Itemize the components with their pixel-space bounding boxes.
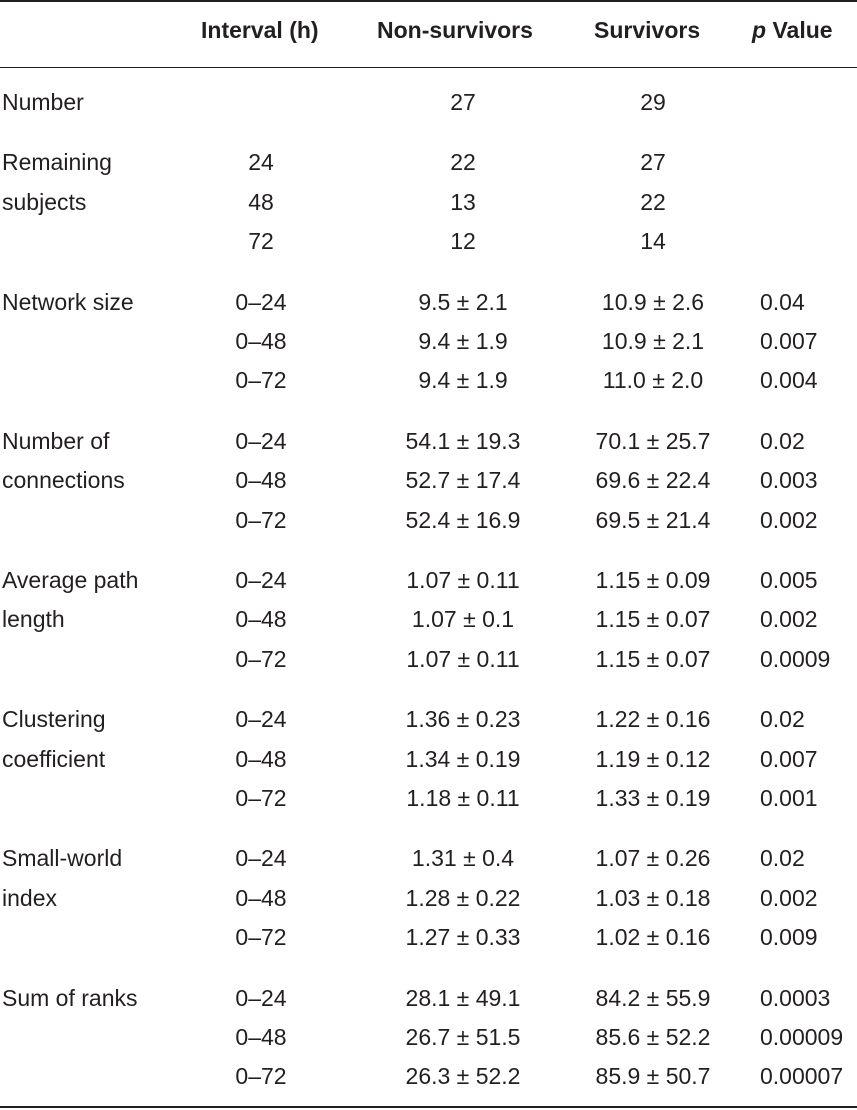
p-value-cell: 0.0003	[760, 984, 831, 1011]
survivors-cell: 27	[640, 149, 666, 176]
survivors-cell: 14	[640, 228, 666, 255]
p-value-cell: 0.00009	[760, 1024, 844, 1050]
header-survivors: Survivors	[594, 17, 701, 43]
p-value-cell: 0.04	[760, 288, 805, 315]
p-value-cell: 0.003	[760, 467, 818, 494]
survivors-cell: 22	[640, 188, 666, 215]
p-value-cell: 0.009	[760, 924, 818, 951]
interval-cell: 0–48	[235, 1024, 287, 1050]
interval-cell: 0–72	[235, 924, 287, 951]
non-survivors-cell: 27	[450, 89, 476, 115]
non-survivors-cell: 52.4 ± 16.9	[405, 506, 521, 533]
non-survivors-cell: 9.4 ± 1.9	[418, 328, 508, 354]
interval-cell: 0–72	[235, 1063, 287, 1090]
interval-cell: 0–24	[235, 288, 287, 315]
survivors-cell: 84.2 ± 55.9	[595, 984, 711, 1011]
p-value-cell: 0.0009	[760, 645, 831, 672]
row-label: Remaining	[2, 149, 112, 176]
interval-cell: 72	[248, 228, 274, 255]
non-survivors-cell: 13	[450, 188, 476, 215]
p-value-cell: 0.004	[760, 367, 818, 394]
non-survivors-cell: 1.34 ± 0.19	[405, 745, 521, 772]
non-survivors-cell: 1.07 ± 0.1	[411, 606, 515, 633]
interval-cell: 0–48	[235, 467, 287, 494]
survivors-cell: 85.6 ± 52.2	[595, 1024, 711, 1050]
survivors-cell: 85.9 ± 50.7	[595, 1063, 711, 1090]
row-label: Number	[2, 89, 84, 115]
non-survivors-cell: 26.7 ± 51.5	[405, 1024, 521, 1050]
p-value-cell: 0.002	[760, 884, 818, 911]
header-non-survivors: Non-survivors	[377, 17, 533, 43]
survivors-cell: 1.07 ± 0.26	[595, 845, 711, 872]
header-p-symbol: p	[752, 17, 767, 43]
non-survivors-cell: 1.36 ± 0.23	[405, 706, 521, 733]
interval-cell: 48	[248, 188, 274, 215]
interval-cell: 0–24	[235, 845, 287, 872]
p-value-cell: 0.007	[760, 745, 818, 772]
row-label: coefficient	[2, 745, 106, 772]
non-survivors-cell: 12	[450, 228, 476, 255]
non-survivors-cell: 1.18 ± 0.11	[406, 785, 520, 811]
row-label: length	[2, 606, 65, 633]
interval-cell: 0–72	[235, 367, 287, 394]
non-survivors-cell: 9.4 ± 1.9	[418, 367, 508, 394]
non-survivors-cell: 28.1 ± 49.1	[405, 984, 521, 1011]
survivors-cell: 1.22 ± 0.16	[595, 706, 711, 733]
survivors-cell: 1.15 ± 0.07	[595, 606, 711, 633]
survivors-cell: 1.03 ± 0.18	[595, 884, 711, 911]
interval-cell: 0–24	[235, 427, 287, 454]
row-label: Average path	[2, 567, 139, 593]
interval-cell: 0–24	[235, 567, 287, 593]
row-label: subjects	[2, 188, 87, 215]
interval-cell: 0–72	[235, 506, 287, 533]
interval-cell: 0–48	[235, 606, 287, 633]
row-label: Number of	[2, 427, 110, 454]
survivors-cell: 1.02 ± 0.16	[595, 924, 711, 951]
row-label: connections	[2, 467, 125, 494]
p-value-cell: 0.02	[760, 845, 805, 872]
non-survivors-cell: 1.28 ± 0.22	[405, 884, 521, 911]
interval-cell: 0–72	[235, 645, 287, 672]
p-value-cell: 0.02	[760, 427, 805, 454]
interval-cell: 0–48	[235, 745, 287, 772]
interval-cell: 0–48	[235, 328, 287, 354]
survivors-cell: 29	[640, 89, 666, 115]
row-label: Network size	[2, 288, 134, 315]
row-label: Sum of ranks	[2, 984, 138, 1011]
p-value-cell: 0.002	[760, 506, 818, 533]
interval-cell: 0–48	[235, 884, 287, 911]
non-survivors-cell: 26.3 ± 52.2	[405, 1063, 521, 1090]
interval-cell: 0–72	[235, 785, 287, 811]
header-interval: Interval (h)	[201, 17, 319, 43]
header-value-word: Value	[766, 17, 833, 43]
survivors-cell: 1.15 ± 0.09	[595, 567, 711, 593]
non-survivors-cell: 1.07 ± 0.11	[406, 645, 520, 672]
survivors-cell: 1.19 ± 0.12	[595, 745, 711, 772]
p-value-cell: 0.02	[760, 706, 805, 733]
survivors-cell: 1.15 ± 0.07	[595, 645, 711, 672]
p-value-cell: 0.005	[760, 567, 818, 593]
non-survivors-cell: 9.5 ± 2.1	[418, 288, 508, 315]
p-value-cell: 0.002	[760, 606, 818, 633]
survivors-cell: 70.1 ± 25.7	[595, 427, 711, 454]
survivors-cell: 10.9 ± 2.1	[601, 328, 705, 354]
p-value-cell: 0.00007	[760, 1063, 844, 1090]
non-survivors-cell: 1.07 ± 0.11	[406, 567, 520, 593]
row-label: Clustering	[2, 706, 106, 733]
non-survivors-cell: 1.27 ± 0.33	[405, 924, 521, 951]
p-value-cell: 0.001	[760, 785, 818, 811]
survivors-cell: 11.0 ± 2.0	[602, 367, 704, 394]
interval-cell: 24	[248, 149, 274, 176]
row-label: Small-world	[2, 845, 123, 872]
interval-cell: 0–24	[235, 706, 287, 733]
survivors-cell: 69.5 ± 21.4	[595, 506, 711, 533]
non-survivors-cell: 54.1 ± 19.3	[405, 427, 521, 454]
p-value-cell: 0.007	[760, 328, 818, 354]
interval-cell: 0–24	[235, 984, 287, 1011]
non-survivors-cell: 22	[450, 149, 476, 176]
row-label: index	[2, 884, 57, 911]
non-survivors-cell: 1.31 ± 0.4	[411, 845, 515, 872]
survivors-cell: 69.6 ± 22.4	[595, 467, 711, 494]
survivors-cell: 10.9 ± 2.6	[601, 288, 705, 315]
bottom-rule	[0, 1106, 857, 1108]
non-survivors-cell: 52.7 ± 17.4	[405, 467, 521, 494]
survivors-cell: 1.33 ± 0.19	[595, 785, 711, 811]
